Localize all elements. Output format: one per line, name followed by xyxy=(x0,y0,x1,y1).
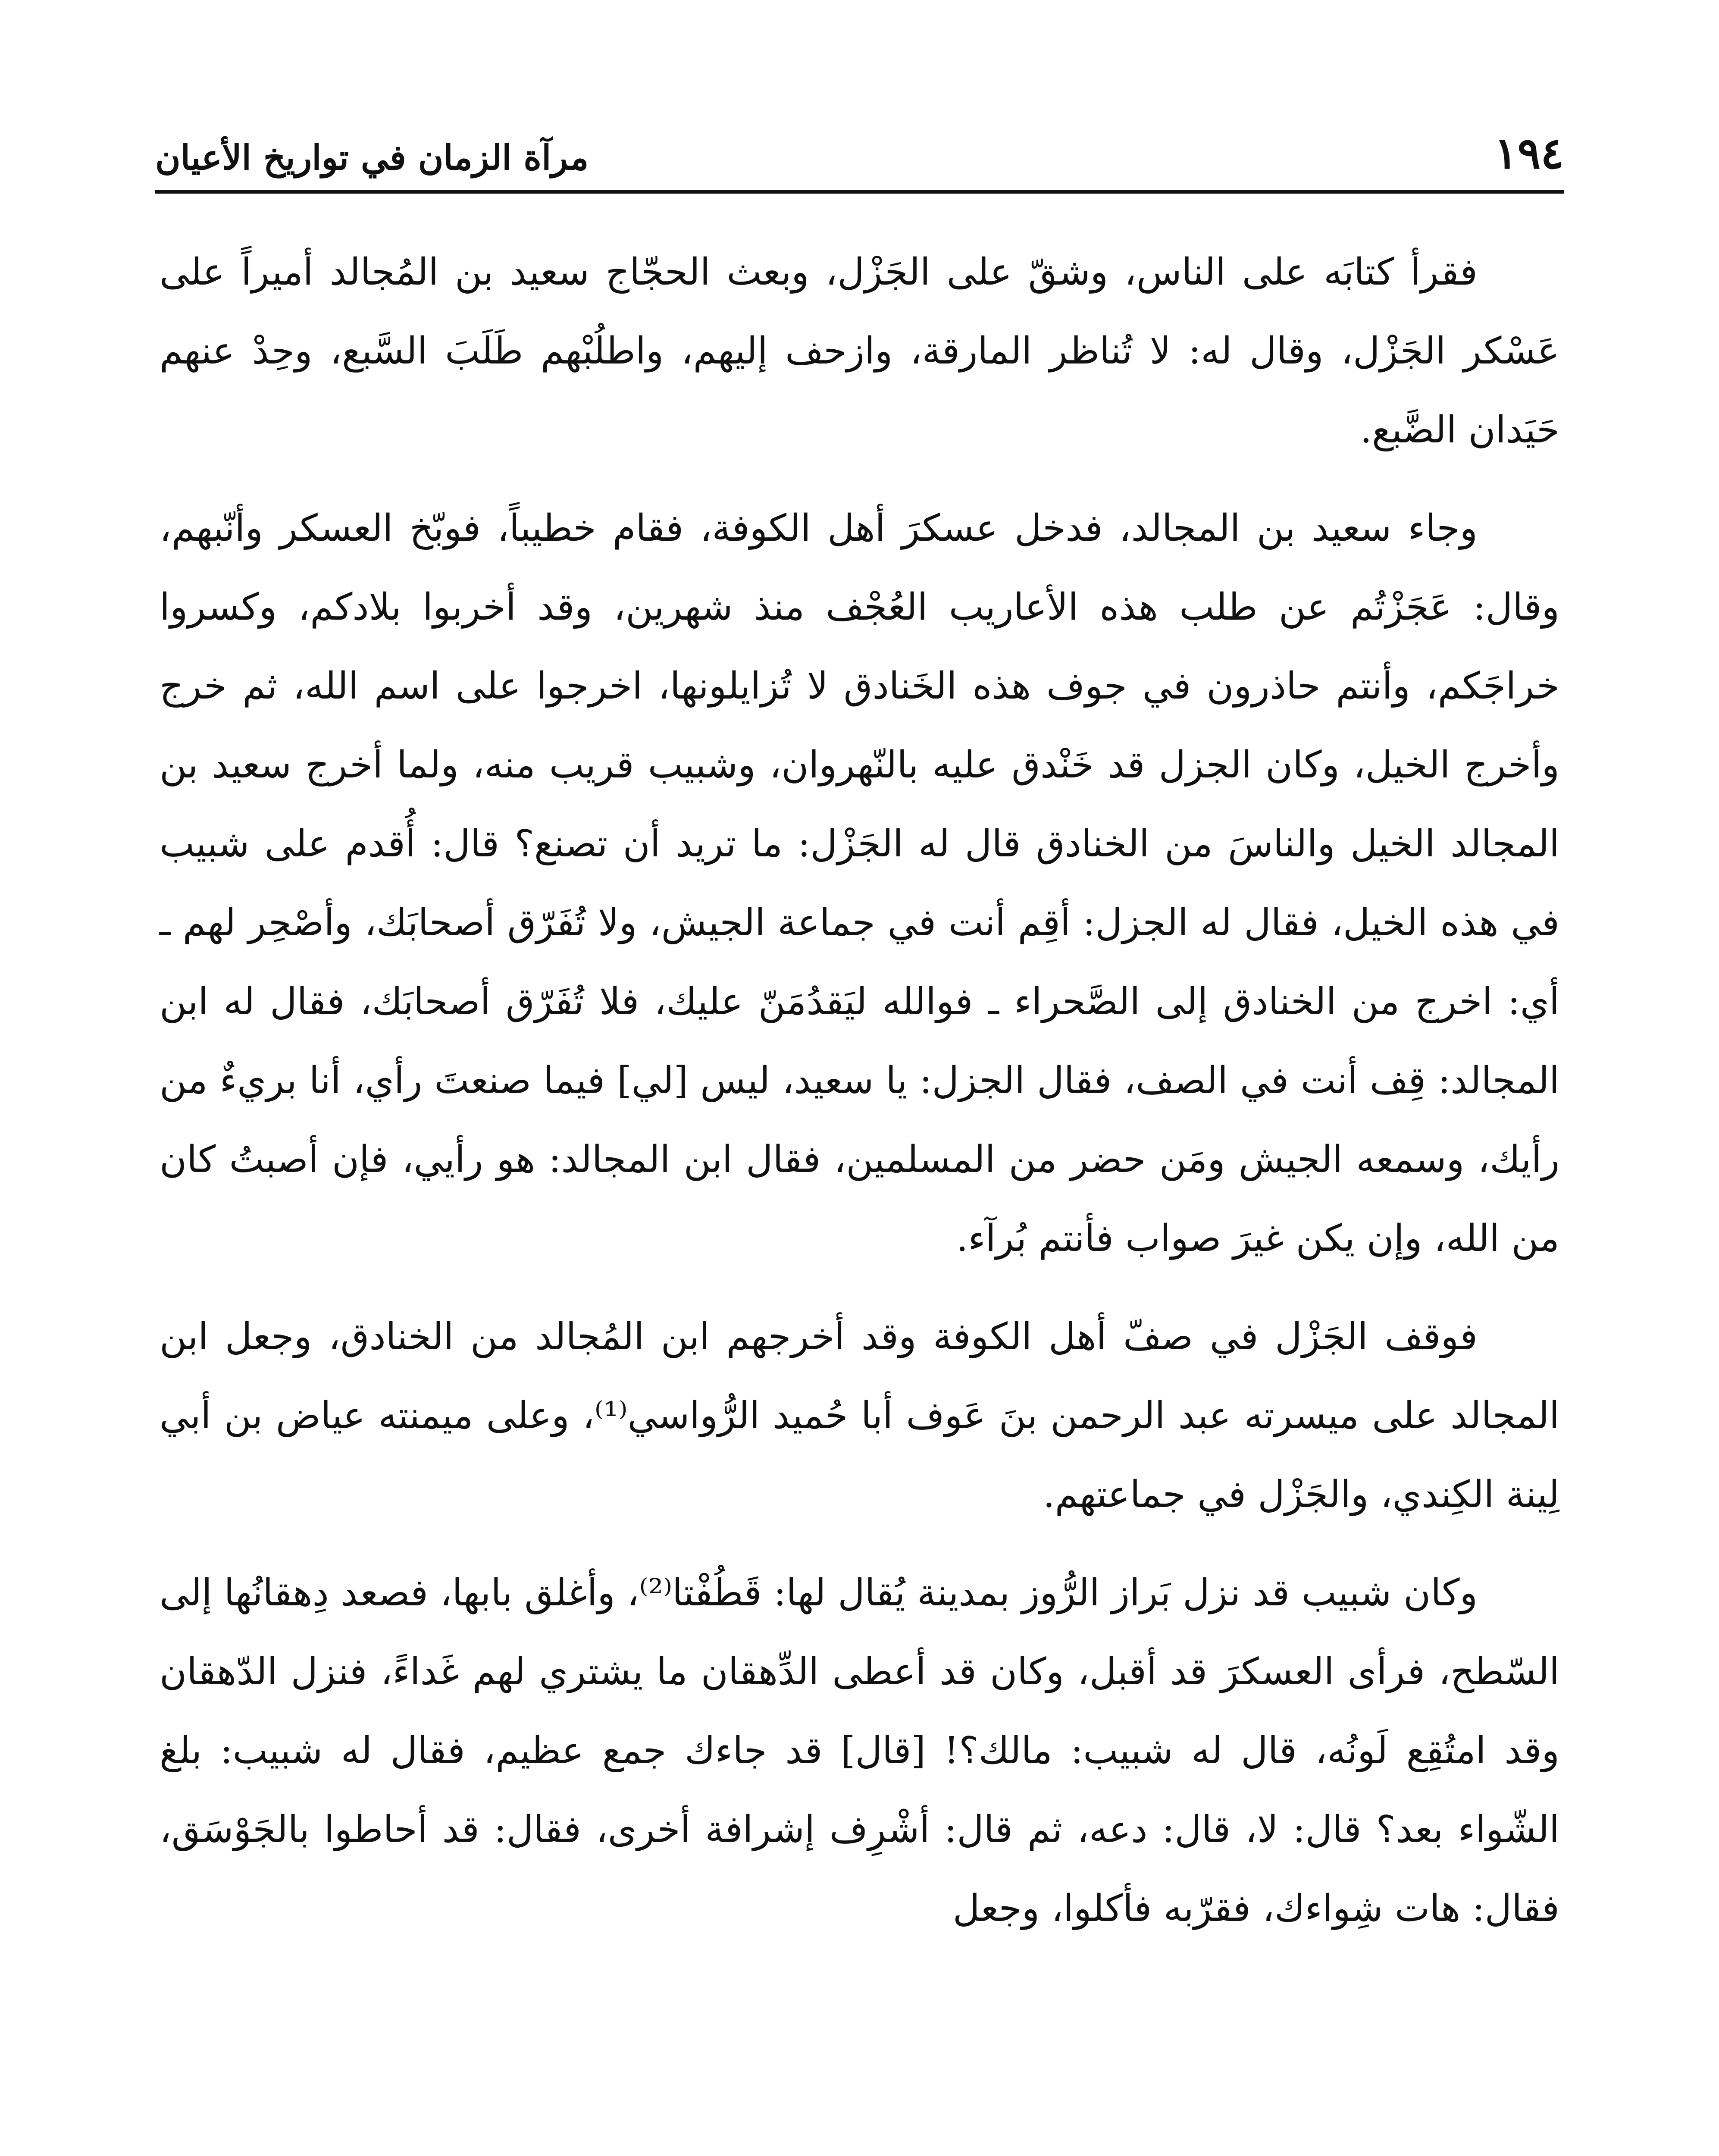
page-number: ١٩٤ xyxy=(1494,128,1564,179)
paragraph: فقرأ كتابَه على الناس، وشقّ على الجَزْل، وبعث الحجّاج سعيد بن المُجالد أميراً على عَسْكر الجَزْل، وقال له: لا تُناظر المارقة، وازحف إليهم، واطلُبْهم طَلَبَ السَّبع، وحِدْ عنهم حَيَدان الضَّبع. xyxy=(160,251,1559,451)
book-title: مرآة الزمان في تواريخ الأعيان xyxy=(155,137,589,178)
header-rule xyxy=(155,190,1564,194)
paragraph: فوقف الجَزْل في صفّ أهل الكوفة وقد أخرجهم ابن المُجالد من الخنادق، وجعل ابن المجالد على ميسرته عبد الرحمن بنَ عَوف أبا حُميد الرُّواسي⁽¹⁾، وعلى ميمنته عياض بن أبي لِينة الكِندي، والجَزْل في جماعتهم. xyxy=(160,1315,1559,1516)
main-text xyxy=(160,233,1559,1968)
running-head xyxy=(155,110,1564,179)
paragraph: وكان شبيب قد نزل بَراز الرُّوز بمدينة يُقال لها: قَطُفْتا⁽²⁾، وأغلق بابها، فصعد دِهقانُها إلى السّطح، فرأى العسكرَ قد أقبل، وكان قد أعطى الدِّهقان ما يشتري لهم غَداءً، فنزل الدّهقان وقد امتُقِع لَونُه، قال له شبيب: مالك؟! [قال] قد جاءك جمع عظيم، فقال له شبيب: بلغ الشّواء بعد؟ قال: لا، قال: دعه، ثم قال: أشْرِف إشرافة أخرى، فقال: قد أحاطوا بالجَوْسَق، فقال: هات شِواءك، فقرّبه فأكلوا، وجعل xyxy=(160,1571,1559,1930)
paragraph: وجاء سعيد بن المجالد، فدخل عسكرَ أهل الكوفة، فقام خطيباً، فوبّخ العسكر وأنّبهم، وقال: عَجَزْتُم عن طلب هذه الأعاريب العُجْف منذ شهرين، وقد أخربوا بلادكم، وكسروا خراجَكم، وأنتم حاذرون في جوف هذه الخَنادق لا تُزايلونها، اخرجوا على اسم الله، ثم خرج وأخرج الخيل، وكان الجزل قد خَنْدق عليه بالنّهروان، وشبيب قريب منه، ولما أخرج سعيد بن المجالد الخيل والناسَ من الخنادق قال له الجَزْل: ما تريد أن تصنع؟ قال: أُقدم على شبيب في هذه الخيل، فقال له الجزل: أقِم أنت في جماعة الجيش، ولا تُفَرّق أصحابَك، وأصْحِر لهم ـ أي: اخرج من الخنادق إلى الصَّحراء ـ فوالله ليَقدُمَنّ عليك، فلا تُفَرّق أصحابَك، فقال له ابن المجالد: قِف أنت في الصف، فقال الجزل: يا سعيد، ليس [لي] فيما صنعتَ رأي، أنا بريءٌ من رأيك، وسمعه الجيش ومَن حضر من المسلمين، فقال ابن المجالد: هو رأيي، فإن أصبتُ كان من الله، وإن يكن غيرَ صواب فأنتم بُرآء. xyxy=(160,507,1560,1260)
